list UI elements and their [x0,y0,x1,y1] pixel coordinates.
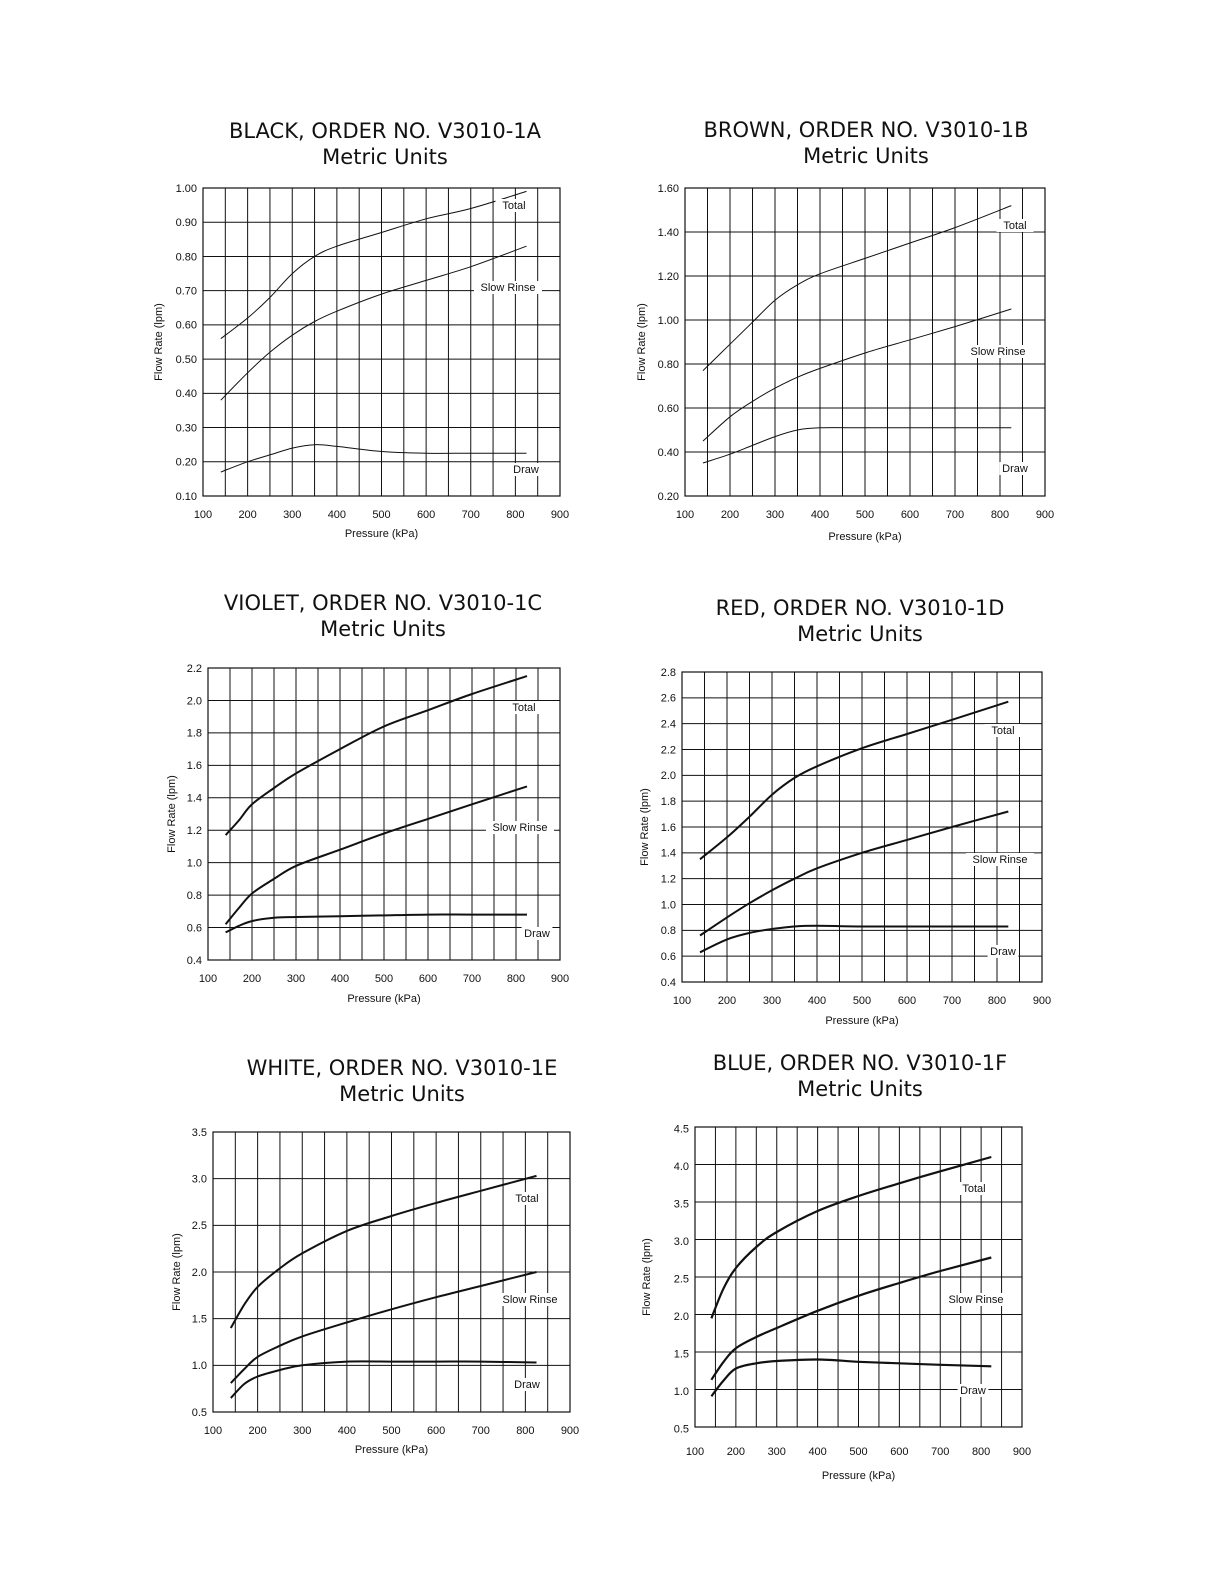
series-label-total: Total [512,702,536,714]
x-tick-label: 100 [685,1446,705,1458]
x-tick-label: 200 [726,1446,746,1458]
x-tick-label: 500 [849,1446,868,1458]
x-tick-label: 300 [762,995,782,1007]
y-tick-label: 2.8 [660,666,676,679]
y-tick-label: 2.0 [191,1266,207,1279]
chart-title: BROWN, ORDER NO. V3010-1B [703,118,1029,142]
x-tick-label: 300 [767,1446,786,1458]
y-tick-label: 0.80 [175,251,197,264]
x-tick-label: 300 [286,973,306,985]
y-tick-label: 2.5 [673,1273,689,1286]
y-tick-label: 0.30 [175,422,197,435]
series-label-total: Total [502,200,526,212]
y-tick-label: 0.40 [657,446,679,459]
x-tick-label: 300 [283,509,302,521]
y-tick-label: 0.6 [186,922,202,935]
x-tick-label: 100 [203,1425,223,1437]
x-tick-label: 100 [198,973,218,985]
y-axis-label: Flow Rate (lpm) [166,775,178,853]
y-tick-label: 1.6 [186,760,202,773]
y-tick-label: 3.0 [191,1173,207,1186]
chart-title: BLUE, ORDER NO. V3010-1F [712,1051,1008,1075]
x-tick-label: 200 [248,1425,267,1437]
y-axis-label: Flow Rate (lpm) [171,1233,183,1311]
y-tick-label: 0.20 [657,490,679,503]
y-tick-label: 0.5 [673,1423,689,1436]
chart-subtitle: Metric Units [339,1082,465,1106]
y-tick-label: 1.60 [657,182,679,195]
y-tick-label: 0.40 [175,388,197,401]
y-axis-label: Flow Rate (lpm) [639,788,651,866]
x-tick-label: 800 [506,509,525,521]
x-tick-label: 700 [471,1425,490,1437]
y-tick-label: 1.6 [660,821,676,834]
y-tick-label: 0.4 [186,954,202,967]
x-tick-label: 500 [855,509,875,521]
series-label-slow-rinse: Slow Rinse [972,854,1028,866]
x-tick-label: 500 [852,995,872,1007]
chart-title: VIOLET, ORDER NO. V3010-1C [223,591,543,615]
x-axis-label: Pressure (kPa) [347,993,421,1005]
y-tick-label: 1.0 [673,1385,689,1398]
x-tick-label: 900 [550,973,570,985]
series-label-total: Total [962,1183,986,1195]
x-tick-label: 400 [327,509,347,521]
y-tick-label: 0.6 [660,951,676,964]
x-tick-label: 700 [942,995,962,1007]
x-tick-label: 600 [897,995,917,1007]
y-tick-label: 1.20 [657,270,679,283]
x-tick-label: 600 [418,973,438,985]
x-tick-label: 400 [330,973,350,985]
y-tick-label: 1.4 [660,847,676,860]
y-tick-label: 1.8 [660,796,676,809]
y-tick-label: 4.0 [673,1160,689,1173]
y-tick-label: 2.0 [660,770,676,783]
x-axis-label: Pressure (kPa) [828,531,902,543]
x-tick-label: 700 [462,973,482,985]
series-label-slow-rinse: Slow Rinse [948,1294,1004,1306]
x-tick-label: 100 [193,509,213,521]
chart-subtitle: Metric Units [803,144,929,168]
y-tick-label: 1.5 [191,1313,207,1326]
x-tick-label: 600 [416,509,436,521]
y-axis-label: Flow Rate (lpm) [641,1238,653,1316]
y-tick-label: 0.10 [175,490,197,503]
series-label-draw: Draw [990,946,1016,958]
y-tick-label: 0.80 [657,358,679,371]
y-tick-label: 0.60 [657,402,679,415]
x-tick-label: 500 [374,973,394,985]
x-tick-label: 900 [550,509,570,521]
x-axis-label: Pressure (kPa) [825,1015,899,1027]
series-label-slow-rinse: Slow Rinse [502,1294,558,1306]
y-tick-label: 2.4 [660,718,676,731]
y-tick-label: 0.60 [175,319,197,332]
y-tick-label: 2.2 [186,662,202,675]
x-tick-label: 100 [672,995,692,1007]
chart-title: BLACK, ORDER NO. V3010-1A [228,119,542,143]
y-tick-label: 1.8 [186,727,202,740]
y-tick-label: 2.6 [660,692,676,705]
x-tick-label: 700 [945,509,965,521]
chart-title: WHITE, ORDER NO. V3010-1E [246,1056,558,1080]
x-tick-label: 600 [900,509,920,521]
y-tick-label: 1.5 [673,1348,689,1361]
x-tick-label: 600 [890,1446,909,1458]
series-label-total: Total [991,725,1015,737]
y-tick-label: 0.20 [175,456,197,469]
x-tick-label: 300 [293,1425,312,1437]
y-tick-label: 1.2 [186,825,202,838]
x-tick-label: 100 [675,509,695,521]
y-tick-label: 1.0 [660,899,676,912]
x-tick-label: 200 [238,509,257,521]
y-tick-label: 3.5 [191,1126,207,1139]
x-tick-label: 400 [808,1446,827,1458]
x-tick-label: 200 [717,995,737,1007]
series-label-slow-rinse: Slow Rinse [480,282,536,294]
x-tick-label: 600 [426,1425,446,1437]
y-tick-label: 1.00 [657,314,679,327]
x-axis-label: Pressure (kPa) [821,1470,896,1482]
y-tick-label: 1.0 [186,857,202,870]
chart-title: RED, ORDER NO. V3010-1D [715,596,1005,620]
x-tick-label: 800 [506,973,526,985]
x-tick-label: 500 [382,1425,401,1437]
y-tick-label: 1.4 [186,792,202,805]
y-axis-label: Flow Rate (lpm) [153,303,165,381]
y-tick-label: 2.0 [673,1310,689,1323]
x-tick-label: 800 [516,1425,535,1437]
series-label-slow-rinse: Slow Rinse [492,822,548,834]
series-label-total: Total [515,1193,539,1205]
series-label-slow-rinse: Slow Rinse [970,346,1026,358]
x-tick-label: 800 [987,995,1007,1007]
y-tick-label: 1.00 [175,182,197,195]
y-tick-label: 0.5 [191,1406,207,1419]
series-line-draw [711,1359,991,1396]
y-tick-label: 2.5 [191,1220,207,1233]
x-tick-label: 500 [372,509,391,521]
y-tick-label: 2.0 [186,695,202,708]
series-label-total: Total [1003,220,1027,232]
series-label-draw: Draw [514,1379,540,1391]
x-axis-label: Pressure (kPa) [354,1444,429,1456]
series-label-draw: Draw [513,464,539,476]
y-tick-label: 3.5 [673,1198,689,1211]
x-tick-label: 900 [1032,995,1052,1007]
x-tick-label: 400 [807,995,827,1007]
x-tick-label: 900 [1035,509,1055,521]
y-tick-label: 4.5 [673,1123,689,1136]
chart-subtitle: Metric Units [322,145,448,169]
y-tick-label: 0.8 [660,925,676,938]
x-tick-label: 700 [931,1446,950,1458]
y-tick-label: 2.2 [660,744,676,757]
y-axis-label: Flow Rate (lpm) [636,303,648,381]
y-tick-label: 1.0 [191,1360,207,1373]
chart-subtitle: Metric Units [797,1077,923,1101]
x-tick-label: 700 [461,509,480,521]
y-tick-label: 0.4 [660,976,676,989]
x-tick-label: 200 [720,509,740,521]
series-label-draw: Draw [1002,463,1028,475]
y-tick-label: 1.2 [660,873,676,886]
series-label-draw: Draw [524,928,550,940]
y-tick-label: 1.40 [657,226,679,239]
series-label-draw: Draw [960,1385,986,1397]
y-tick-label: 0.70 [175,285,197,298]
x-tick-label: 800 [990,509,1010,521]
x-tick-label: 900 [1012,1446,1032,1458]
x-tick-label: 400 [810,509,830,521]
x-axis-label: Pressure (kPa) [344,528,419,540]
x-tick-label: 800 [971,1446,991,1458]
x-tick-label: 300 [765,509,785,521]
y-tick-label: 3.0 [673,1235,689,1248]
x-tick-label: 200 [242,973,262,985]
y-tick-label: 0.8 [186,889,202,902]
x-tick-label: 400 [337,1425,357,1437]
y-tick-label: 0.50 [175,353,197,366]
chart-subtitle: Metric Units [797,622,923,646]
chart-subtitle: Metric Units [320,617,446,641]
y-tick-label: 0.90 [175,217,197,230]
x-tick-label: 900 [560,1425,580,1437]
